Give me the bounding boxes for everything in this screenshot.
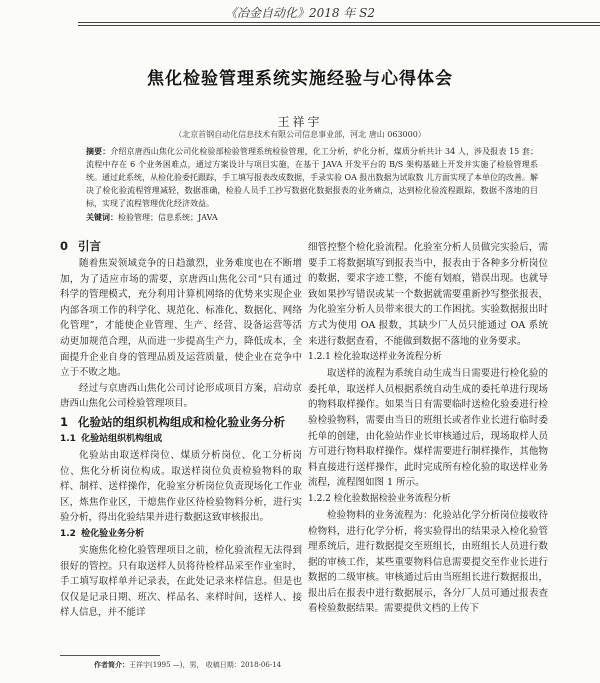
section-number: 1.2 — [60, 528, 76, 539]
header-rule-top — [78, 22, 600, 23]
section-heading-1 — [60, 414, 302, 430]
author-affiliation: （北京首钢自动化信息技术有限公司信息事业部，河北 唐山 063000） — [174, 130, 426, 139]
paper-title: 焦化检验管理系统实施经验与心得体会 — [147, 69, 453, 89]
footnote-text: 王祥宇(1995 —)，男， 收稿日期：2018-06-14 — [129, 661, 282, 669]
subsection-heading-1-1 — [60, 432, 302, 447]
paragraph: 随着焦炭领域竞争的日趋激烈，业务难度也在不断增加，为了适应市场的需要，京唐西山焦化公司“只有通过科学的管理模式，充分利用计算机网络的优势来实现企业内部各项工作的科学化、规范化、标准化、数据化、网络化管理”，才能使企业管理、生产、经营、设备运营等活动更加规范合理，从而进一步提高生产力，降低成本，全面提升企业自身的管理品质及运营质量，使企业在竞争中立于不败之地。 — [60, 258, 302, 379]
footnote-rule — [60, 655, 160, 656]
footnote — [94, 660, 394, 670]
section-title: 化验站组织机构组成 — [81, 433, 163, 444]
keywords-label: 关键词： — [86, 212, 118, 222]
keywords — [86, 212, 538, 223]
left-column — [60, 236, 302, 621]
paragraph: 实施焦化检化验管理项目之前，检化验流程无法得到很好的管控。只有取送样人员将待检样品采至作业室时，手工填写取样单并记录表，在此处记录来样信息。但是也仅仅是记录日期、班次、样品名、来样时间，送样人、接样人信息，并不能详 — [60, 544, 302, 619]
section-title: 引言 — [78, 239, 101, 253]
section-number: 1.2.2 — [308, 493, 331, 504]
subsubsection-heading-1-2-1 — [308, 350, 548, 365]
paper-author: 王祥宇 — [277, 115, 323, 129]
paragraph: 化验站由取送样岗位、煤质分析岗位、化工分析岗位、焦化分析岗位构成。取送样岗位负责检验物料的取样、制样、送样操作，化验室分析岗位负责现场化工作业区，炼焦作业区，干熄焦作业区待检验物料分析，进行实验分析，得出化验结果并进行数据这致审核报出。 — [60, 449, 302, 524]
footnote-label: 作者简介： — [94, 660, 129, 669]
section-title: 检化验数据检验业务流程分析 — [333, 493, 451, 504]
section-number: 1.1 — [60, 433, 76, 444]
section-title: 检化验业务分析 — [81, 528, 145, 539]
paragraph: 细管控整个检化验流程。化验室分析人员做完实验后，需要手工将数据填写到报表当中，报表由于各种多分析岗位的数据，要求字迹工整，不能有划痕，错误出现。也就导致如果抄写错误或某一个数据就需要重新抄写整张报表，为化验室分析人员带来很大的工作困扰。实验数据报出时方式为使用 OA 报数，其缺少厂人员只能通过 OA 系统来进行数据查看，不能做到数据不落地的业务要求。 — [308, 242, 548, 347]
paragraph: 经过与京唐西山焦化公司讨论形成项目方案，启动京唐西山焦化公司检验管理项目。 — [60, 382, 302, 410]
subsection-heading-1-2 — [60, 527, 302, 542]
abstract — [86, 145, 538, 210]
section-title: 检化验取送样业务流程分析 — [333, 352, 442, 363]
paragraph: 取送样的流程为系统自动生成当日需要进行检化验的委托单，取送样人员根据系统自动生成的委托单进行现场的物料取样操作。如果当日有需要临时送检化验委进行检验检验物料，需要由当日的班组长或者作业长进行临时委托单的创建，由化验站作业长审核通过后，现场取样人员方可进行物料取样操作。煤样需要进行制样操作，其他物料直接进行送样操作，此时完成所有检化验的取送样业务流程，流程图如图 1 所示。 — [308, 368, 548, 489]
keywords-text: 检验管理；信息系统；JAVA — [118, 213, 218, 222]
section-number: 0 — [60, 239, 69, 253]
section-number: 1.2.1 — [308, 352, 331, 363]
abstract-text: 介绍京唐西山焦化公司化检验部检验管理系统检验管理，化工分析，炉化分析，煤质分析共计 34 人，涉及报表 15 套；流程中存在 6 个业务困难点，通过方案设计与项目实施，在基于 JAVA 开发平台的 B/S 架构基础上开发并实施了检验管理系统。通过此系统，从检化验委托跟踪，手工填写报表改成数据，手录实验 OA 报出数据为试取数 儿方面实现了本单位的改善。解决了检化验流程管理减轻，数据准确，检验人员手工抄写数据化数据报表的业务痛点，达到检化验流程跟踪，数据不落地的目标，实现了流程管理优化经济效益。 — [86, 147, 539, 208]
paragraph: 检验物料的业务流程为：化验站化学分析岗位接收待检物料，进行化学分析，将实验得出的结果录入检化验管理系统后，进行数据提交至班组长，由班组长人员进行数据的审核工作，某些重要物料信息需要提交至作业长进行数据的二级审核。审核通过后由当班组长进行数据报出，报出后在报表中进行数据展示，各分厂人员可通过报表查看检验数据结果。需要提供文档的上传下 — [308, 509, 548, 615]
abstract-label: 摘要： — [86, 146, 111, 156]
header-rule-bottom — [78, 25, 600, 26]
section-title: 化验站的组织机构组成和检化验业务分析 — [78, 414, 285, 429]
section-number: 1 — [60, 414, 69, 429]
section-heading-intro — [60, 238, 302, 254]
right-column — [308, 240, 548, 617]
journal-header: 《冶金自动化》2018 年 S2 — [224, 6, 376, 20]
subsubsection-heading-1-2-2 — [308, 492, 548, 507]
